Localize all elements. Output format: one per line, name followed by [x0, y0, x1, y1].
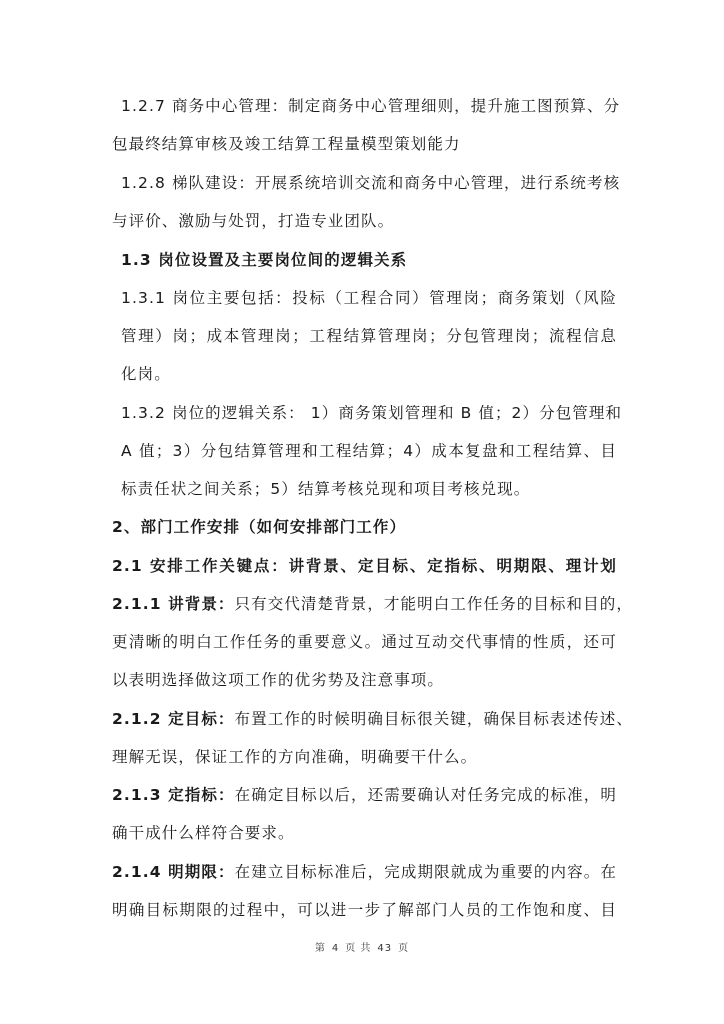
paragraph-2-1-2-line-2: 理解无误，保证工作的方向准确，明确要干什么。 — [112, 748, 478, 766]
paragraph-2-1-3-text: 在确定目标以后，还需要确认对任务完成的标准，明 — [234, 786, 617, 804]
paragraph-1-3-1-line-1: 1.3.1 岗位主要包括：投标（工程合同）管理岗；商务策划（风险 — [121, 289, 617, 307]
section-heading-2: 2、部门工作安排（如何安排部门工作） — [112, 518, 407, 536]
paragraph-2-1-1-line-2: 更清晰的明白工作任务的重要意义。通过互动交代事情的性质，还可 — [112, 633, 617, 651]
paragraph-1-2-7-line-2: 包最终结算审核及竣工结算工程量模型策划能力 — [112, 135, 461, 153]
section-heading-2-1: 2.1 安排工作关键点：讲背景、定目标、定指标、明期限、理计划 — [112, 557, 617, 575]
paragraph-2-1-3-line-1 — [112, 784, 617, 806]
paragraph-2-1-2-text: 布置工作的时候明确目标很关键，确保目标表述传述、 — [234, 710, 633, 728]
label-2-1-1: 2.1.1 讲背景： — [112, 595, 235, 613]
section-heading-1-3: 1.3 岗位设置及主要岗位间的逻辑关系 — [121, 251, 408, 269]
paragraph-1-2-7-line-1: 1.2.7 商务中心管理：制定商务中心管理细则，提升施工图预算、分 — [121, 97, 621, 115]
paragraph-1-2-8-line-2: 与评价、激励与处罚，打造专业团队。 — [112, 212, 395, 230]
paragraph-2-1-1-text: 只有交代清楚背景，才能明白工作任务的目标和目的， — [234, 595, 633, 613]
paragraph-2-1-3-line-2: 确干成什么样符合要求。 — [112, 824, 295, 842]
footer-middle: 页 共 — [345, 943, 372, 954]
paragraph-1-3-1-line-3: 化岗。 — [121, 365, 171, 383]
page-footer — [0, 942, 724, 956]
label-2-1-3: 2.1.3 定指标： — [112, 786, 235, 804]
paragraph-2-1-4-line-1 — [112, 861, 617, 883]
paragraph-2-1-2-line-1 — [112, 708, 633, 730]
footer-total-pages: 43 — [377, 943, 393, 954]
label-2-1-4: 2.1.4 明期限： — [112, 863, 235, 881]
paragraph-1-3-2-line-1: 1.3.2 岗位的逻辑关系： 1）商务策划管理和 B 值；2）分包管理和 — [121, 404, 623, 422]
paragraph-2-1-4-text: 在建立目标标准后，完成期限就成为重要的内容。在 — [234, 863, 617, 881]
paragraph-1-3-2-line-2: A 值；3）分包结算管理和工程结算；4）成本复盘和工程结算、目 — [121, 442, 617, 460]
footer-prefix: 第 — [314, 943, 326, 954]
paragraph-1-3-2-line-3: 标责任状之间关系；5）结算考核兑现和项目考核兑现。 — [121, 480, 531, 498]
label-2-1-2: 2.1.2 定目标： — [112, 710, 235, 728]
paragraph-2-1-4-line-2: 明确目标期限的过程中，可以进一步了解部门人员的工作饱和度、目 — [112, 901, 617, 919]
paragraph-1-2-8-line-1: 1.2.8 梯队建设：开展系统培训交流和商务中心管理，进行系统考核 — [121, 174, 621, 192]
paragraph-2-1-1-line-3: 以表明选择做这项工作的优劣势及注意事项。 — [112, 671, 445, 689]
footer-suffix: 页 — [398, 943, 410, 954]
paragraph-2-1-1-line-1 — [112, 593, 633, 615]
paragraph-1-3-1-line-2: 管理）岗；成本管理岗；工程结算管理岗；分包管理岗；流程信息 — [121, 327, 617, 345]
footer-page-number: 4 — [331, 943, 340, 954]
